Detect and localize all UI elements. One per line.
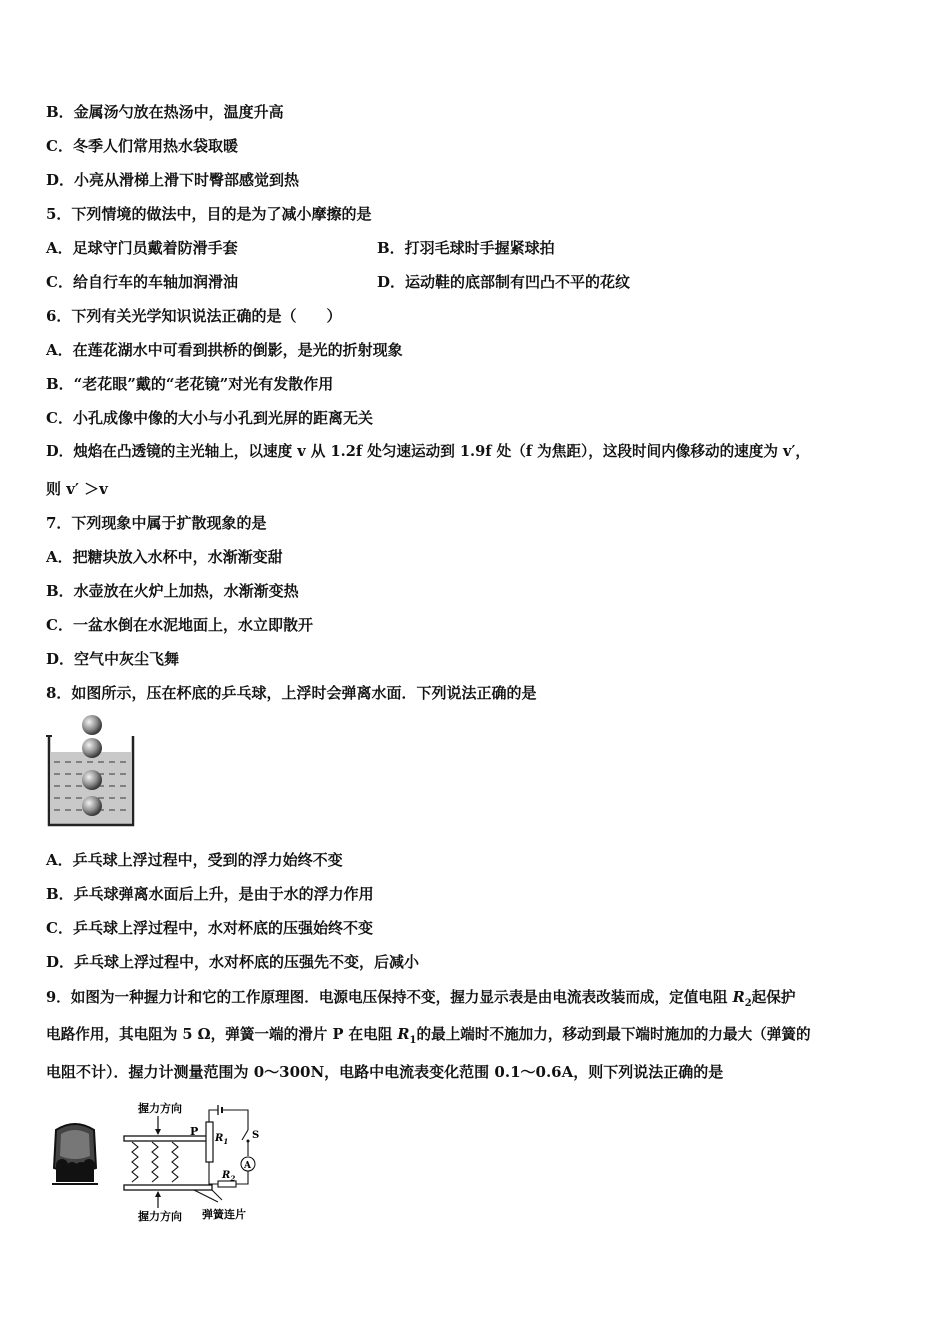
lower-handle [124, 1185, 212, 1190]
q6-option-d-line2: 则 v′ ＞v [46, 480, 108, 498]
q5-option-a: A．足球守门员戴着防滑手套 [46, 239, 238, 257]
switch-icon [242, 1130, 248, 1140]
ammeter-label: A [244, 1161, 251, 1171]
q6-option-a: A．在莲花湖水中可看到拱桥的倒影，是光的折射现象 [46, 341, 403, 359]
q9-stem-line1: 9．如图为一种握力计和它的工作原理图．电源电压保持不变，握力显示表是由电流表改装而成，定值电阻 $R_2$起保护 [46, 989, 796, 1009]
spring-icon [132, 1142, 178, 1182]
q8-option-a: A．乒乓球上浮过程中，受到的浮力始终不变 [46, 851, 343, 869]
hand-grip-icon [48, 1120, 102, 1192]
resistor-r1 [206, 1122, 213, 1162]
ping-pong-ball [82, 796, 102, 816]
ping-pong-ball [82, 715, 102, 735]
q7-option-a: A．把糖块放入水杯中，水渐渐变甜 [46, 548, 283, 566]
ping-pong-ball [82, 738, 102, 758]
upper-handle [124, 1136, 212, 1141]
q6-option-c: C．小孔成像中像的大小与小孔到光屏的距离无关 [46, 409, 373, 427]
q8-option-d: D．乒乓球上浮过程中，水对杯底的压强先不变，后减小 [46, 953, 420, 971]
beaker-figure [44, 712, 140, 830]
q6-option-b: B．“老花眼”戴的“老花镜”对光有发散作用 [46, 375, 334, 393]
q6-option-d-line1: D．烛焰在凸透镜的主光轴上，以速度 v 从 1.2f 处匀速运动到 1.9f 处（f 为焦距），这段时间内像移动的速度为 v′， [46, 443, 810, 460]
grip-circuit-diagram [118, 1094, 260, 1226]
r2-label: $R_2$ [222, 1170, 236, 1183]
q6-stem: 6．下列有关光学知识说法正确的是（ ） [46, 307, 342, 325]
slider-p-label: P [190, 1125, 199, 1138]
q5-option-d: D．运动鞋的底部制有凹凸不平的花纹 [377, 273, 631, 291]
switch-s-label: S [252, 1130, 260, 1141]
q5-option-c: C．给自行车的车轴加润滑油 [46, 273, 238, 291]
force-direction-top-label: 握力方向 [138, 1102, 182, 1115]
q7-option-c: C．一盆水倒在水泥地面上，水立即散开 [46, 616, 313, 634]
q7-option-b: B．水壶放在火炉上加热，水渐渐变热 [46, 582, 299, 600]
q5-stem: 5．下列情境的做法中，目的是为了减小摩擦的是 [46, 205, 372, 223]
ping-pong-ball [82, 770, 102, 790]
q9-stem-line3: 电阻不计）．握力计测量范围为 0～300N，电路中电流表变化范围 0.1～0.6A，则下列说法正确的是 [46, 1063, 724, 1081]
q4-option-d: D．小亮从滑梯上滑下时臀部感觉到热 [46, 171, 300, 189]
q8-stem: 8．如图所示，压在杯底的乒乓球，上浮时会弹离水面．下列说法正确的是 [46, 684, 537, 702]
q7-option-d: D．空气中灰尘飞舞 [46, 650, 180, 668]
q4-option-c: C．冬季人们常用热水袋取暖 [46, 137, 238, 155]
q4-option-b: B．金属汤勺放在热汤中，温度升高 [46, 103, 284, 121]
spring-plate-label: 弹簧连片 [202, 1208, 246, 1221]
force-direction-bottom-label: 握力方向 [138, 1210, 182, 1223]
q5-option-b: B．打羽毛球时手握紧球拍 [377, 239, 555, 257]
q8-option-c: C．乒乓球上浮过程中，水对杯底的压强始终不变 [46, 919, 373, 937]
r1-label: $R_1$ [215, 1133, 229, 1146]
q8-option-b: B．乒乓球弹离水面后上升，是由于水的浮力作用 [46, 885, 374, 903]
q7-stem: 7．下列现象中属于扩散现象的是 [46, 514, 267, 532]
q9-stem-line2: 电路作用，其电阻为 5 Ω，弹簧一端的滑片 P 在电阻 $R_1$的最上端时不施加力，移动到最下端时施加的力最大（弹簧的 [46, 1026, 811, 1046]
